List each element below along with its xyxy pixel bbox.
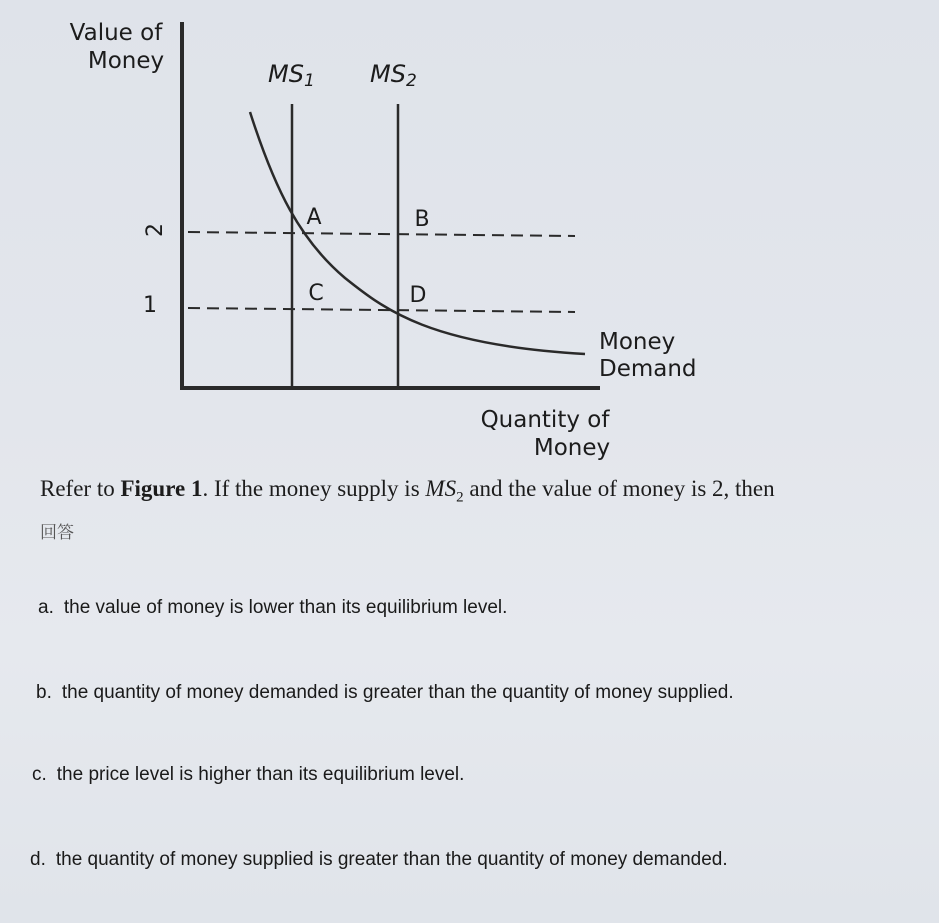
money-supply-subscript: 2 <box>456 489 464 506</box>
option-a-text: the value of money is lower than its equilibrium level. <box>63 597 508 618</box>
option-c-text: the price level is higher than its equilibrium level. <box>56 764 465 785</box>
question-prefix: Refer to <box>40 476 121 501</box>
point-d-label: D <box>409 283 427 308</box>
option-b-text: the quantity of money demanded is greater than the quantity of money supplied. <box>61 682 734 703</box>
point-a-label: A <box>306 205 322 230</box>
ms1-label: MS1 <box>268 60 315 91</box>
answer-label: 回答 <box>40 523 74 543</box>
ms2-label: MS2 <box>370 60 417 91</box>
money-demand-label-line2: Demand <box>599 356 697 382</box>
option-d[interactable] <box>30 849 728 871</box>
y-axis-label-line1: Value of <box>69 20 163 46</box>
question-middle: . If the money supply is <box>202 476 426 501</box>
money-supply-symbol: MS <box>425 476 457 501</box>
y-tick-2: 2 <box>143 223 168 237</box>
question-suffix: and the value of money is 2, then <box>463 476 775 501</box>
option-c[interactable] <box>32 764 464 786</box>
option-d-text: the quantity of money supplied is greater than the quantity of money demanded. <box>55 849 728 870</box>
option-a-letter: a. <box>38 597 54 618</box>
y-tick-1: 1 <box>143 293 157 318</box>
question-text <box>40 476 930 507</box>
option-b[interactable] <box>36 682 734 704</box>
option-a[interactable] <box>38 597 507 619</box>
figure-reference: Figure 1 <box>120 476 203 501</box>
x-axis-label-line1: Quantity of <box>480 407 610 433</box>
option-c-letter: c. <box>32 764 47 785</box>
value-1-dashed-line <box>188 308 575 312</box>
point-b-label: B <box>414 207 430 232</box>
point-c-label: C <box>308 281 324 306</box>
option-b-letter: b. <box>36 682 52 703</box>
y-axis-label-line2: Money <box>87 48 165 74</box>
money-demand-label-line1: Money <box>599 329 676 355</box>
option-d-letter: d. <box>30 849 46 870</box>
x-axis-label-line2: Money <box>533 435 611 461</box>
money-demand-curve <box>250 112 585 354</box>
value-2-dashed-line <box>188 232 575 236</box>
